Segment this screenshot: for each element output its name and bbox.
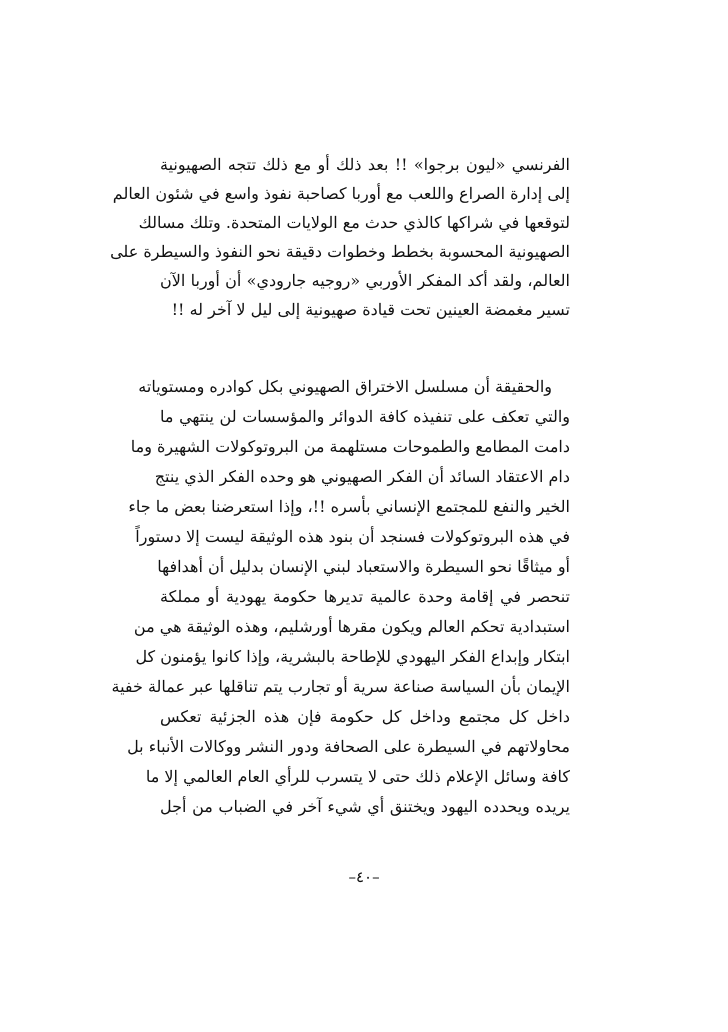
text-line: يريده ويحدده اليهود ويختنق أي شيء آخر في الضباب من أجل: [160, 797, 570, 816]
text-line: تسير مغمضة العينين تحت قيادة صهيونية إلى ليل لا آخر له !!: [171, 300, 570, 319]
text-line: الخير والنفع للمجتمع الإنساني بأسره !!، وإذا استعرضنا بعض ما جاء: [128, 497, 570, 516]
text-line: ابتكار وإبداع الفكر اليهودي للإطاحة بالبشرية، وإذا كانوا يؤمنون كل: [135, 647, 570, 666]
paragraph-1: [110, 150, 570, 324]
text-line: تنحصر في إقامة وحدة عالمية تديرها حكومة يهودية أو مملكة: [160, 587, 570, 606]
text-line: الإيمان بأن السياسة صناعة سرية أو تجارب يتم تناقلها عبر عمالة خفية: [111, 677, 570, 696]
text-line: لتوقعها في شراكها كالذي حدث مع الولايات المتحدة. وتلك مسالك: [138, 213, 570, 232]
text-line: والحقيقة أن مسلسل الاختراق الصهيوني بكل كوادره ومستوياته: [138, 377, 552, 396]
paragraph-2: [111, 372, 570, 822]
text-line: الفرنسي «ليون برجوا» !! بعد ذلك أو مع ذلك تتجه الصهيونية: [160, 155, 570, 174]
text-line: في هذه البروتوكولات فسنجد أن بنود هذه الوثيقة ليست إلا دستوراً: [135, 527, 570, 546]
text-line: دامت المطامع والطموحات مستلهمة من البروتوكولات الشهيرة وما: [130, 437, 570, 456]
text-line: أو ميثاقًا نحو السيطرة والاستعباد لبني الإنسان بدليل أن أهدافها: [157, 557, 570, 576]
text-line: محاولاتهم في السيطرة على الصحافة ودور النشر ووكالات الأنباء بل: [127, 737, 570, 756]
text-line: داخل كل مجتمع وداخل كل حكومة فإن هذه الجزئية تعكس: [160, 707, 570, 726]
text-line: إلى إدارة الصراع واللعب مع أوربا كصاحبة نفوذ واسع في شئون العالم: [112, 184, 570, 203]
text-line: كافة وسائل الإعلام ذلك حتى لا يتسرب للرأي العام العالمي إلا ما: [145, 767, 570, 786]
text-line: الصهيونية المحسوبة بخطط وخطوات دقيقة نحو النفوذ والسيطرة على: [110, 242, 570, 261]
text-line: العالم، ولقد أكد المفكر الأوربي «روجيه جارودي» أن أوربا الآن: [160, 271, 570, 290]
page-number: –٤٠–: [348, 868, 380, 886]
text-line: استبدادية تحكم العالم ويكون مقرها أورشليم، وهذه الوثيقة هي من: [133, 617, 570, 636]
text-line: دام الاعتقاد السائد أن الفكر الصهيوني هو وحده الفكر الذي ينتج: [154, 467, 570, 486]
text-line: والتي تعكف على تنفيذه كافة الدوائر والمؤسسات لن ينتهي ما: [160, 407, 570, 426]
